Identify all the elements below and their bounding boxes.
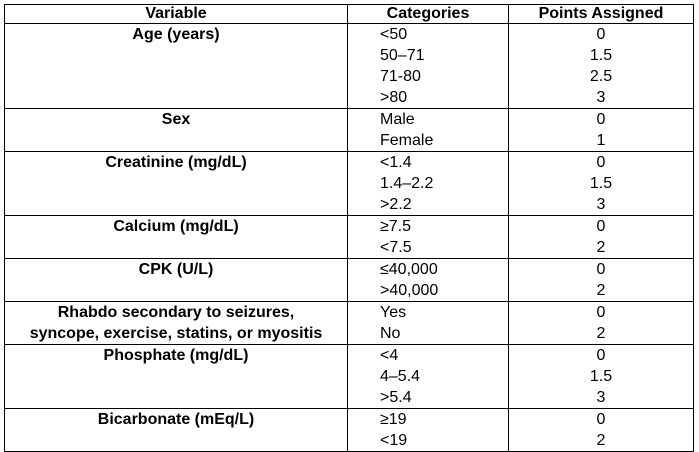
points-value: 3	[596, 196, 606, 213]
variable-label: CPK (U/L)	[138, 261, 214, 278]
points-value: 2	[596, 282, 606, 299]
points-value: 2	[596, 432, 606, 449]
category-value: ≥19	[380, 411, 407, 428]
points-value: 0	[596, 304, 606, 321]
variable-cell	[5, 409, 348, 452]
table-row	[5, 302, 694, 345]
category-value: >5.4	[380, 389, 412, 406]
category-value: 50–71	[380, 47, 425, 64]
category-value: >80	[380, 89, 408, 106]
points-cell	[509, 409, 694, 452]
points-value: 0	[596, 111, 606, 128]
points-value: 0	[596, 218, 606, 235]
variable-label: Calcium (mg/dL)	[113, 218, 239, 235]
table-row	[5, 24, 694, 109]
table-row	[5, 216, 694, 259]
variable-label: Bicarbonate (mEq/L)	[97, 411, 255, 428]
variable-cell	[5, 302, 348, 345]
points-value: 0	[596, 347, 606, 364]
points-value: 0	[596, 26, 606, 43]
header-row	[5, 5, 694, 24]
category-value: ≥7.5	[380, 218, 412, 235]
variable-label: Age (years)	[132, 26, 220, 43]
category-value: 4–5.4	[380, 368, 421, 385]
categories-cell	[348, 302, 509, 345]
category-value: Yes	[380, 304, 407, 321]
category-value: <7.5	[380, 239, 412, 256]
points-cell	[509, 24, 694, 109]
category-value: No	[380, 325, 401, 342]
variable-cell	[5, 109, 348, 152]
points-cell	[509, 109, 694, 152]
points-value: 0	[596, 411, 606, 428]
category-value: ≤40,000	[380, 261, 438, 278]
scoring-table	[4, 4, 694, 452]
categories-cell	[348, 345, 509, 409]
variable-label: Phosphate (mg/dL)	[103, 347, 249, 364]
header-variable: Variable	[5, 5, 348, 24]
category-value: <4	[380, 347, 399, 364]
category-value: <50	[380, 26, 408, 43]
points-cell	[509, 152, 694, 216]
category-value: Male	[380, 111, 415, 128]
variable-label: Creatinine (mg/dL)	[105, 154, 247, 171]
table-row	[5, 345, 694, 409]
table-row	[5, 409, 694, 452]
variable-cell	[5, 24, 348, 109]
points-cell	[509, 302, 694, 345]
variable-cell	[5, 345, 348, 409]
table-header	[5, 5, 694, 24]
categories-cell	[348, 259, 509, 302]
variable-cell	[5, 216, 348, 259]
points-value: 2.5	[589, 68, 613, 85]
table-body	[5, 24, 694, 452]
category-value: 1.4–2.2	[380, 175, 434, 192]
header-categories: Categories	[348, 5, 509, 24]
table-row	[5, 152, 694, 216]
category-value: >40,000	[380, 282, 439, 299]
points-value: 0	[596, 154, 606, 171]
points-cell	[509, 216, 694, 259]
category-value: <1.4	[380, 154, 412, 171]
scoring-table-container	[4, 4, 694, 452]
variable-cell	[5, 152, 348, 216]
points-value: 1.5	[589, 47, 613, 64]
categories-cell	[348, 409, 509, 452]
category-value: >2.2	[380, 196, 412, 213]
table-row	[5, 109, 694, 152]
categories-cell	[348, 152, 509, 216]
points-cell	[509, 259, 694, 302]
variable-label: Rhabdo secondary to seizures,	[57, 304, 295, 321]
category-value: <19	[380, 432, 408, 449]
categories-cell	[348, 24, 509, 109]
categories-cell	[348, 216, 509, 259]
points-value: 3	[596, 389, 606, 406]
points-value: 2	[596, 325, 606, 342]
points-value: 3	[596, 89, 606, 106]
points-cell	[509, 345, 694, 409]
categories-cell	[348, 109, 509, 152]
points-value: 0	[596, 261, 606, 278]
points-value: 2	[596, 239, 606, 256]
category-value: Female	[380, 132, 434, 149]
variable-label: syncope, exercise, statins, or myositis	[29, 325, 323, 342]
points-value: 1	[596, 132, 606, 149]
category-value: 71-80	[380, 68, 421, 85]
header-points: Points Assigned	[509, 5, 694, 24]
points-value: 1.5	[589, 368, 613, 385]
variable-label: Sex	[161, 111, 191, 128]
points-value: 1.5	[589, 175, 613, 192]
table-row	[5, 259, 694, 302]
variable-cell	[5, 259, 348, 302]
